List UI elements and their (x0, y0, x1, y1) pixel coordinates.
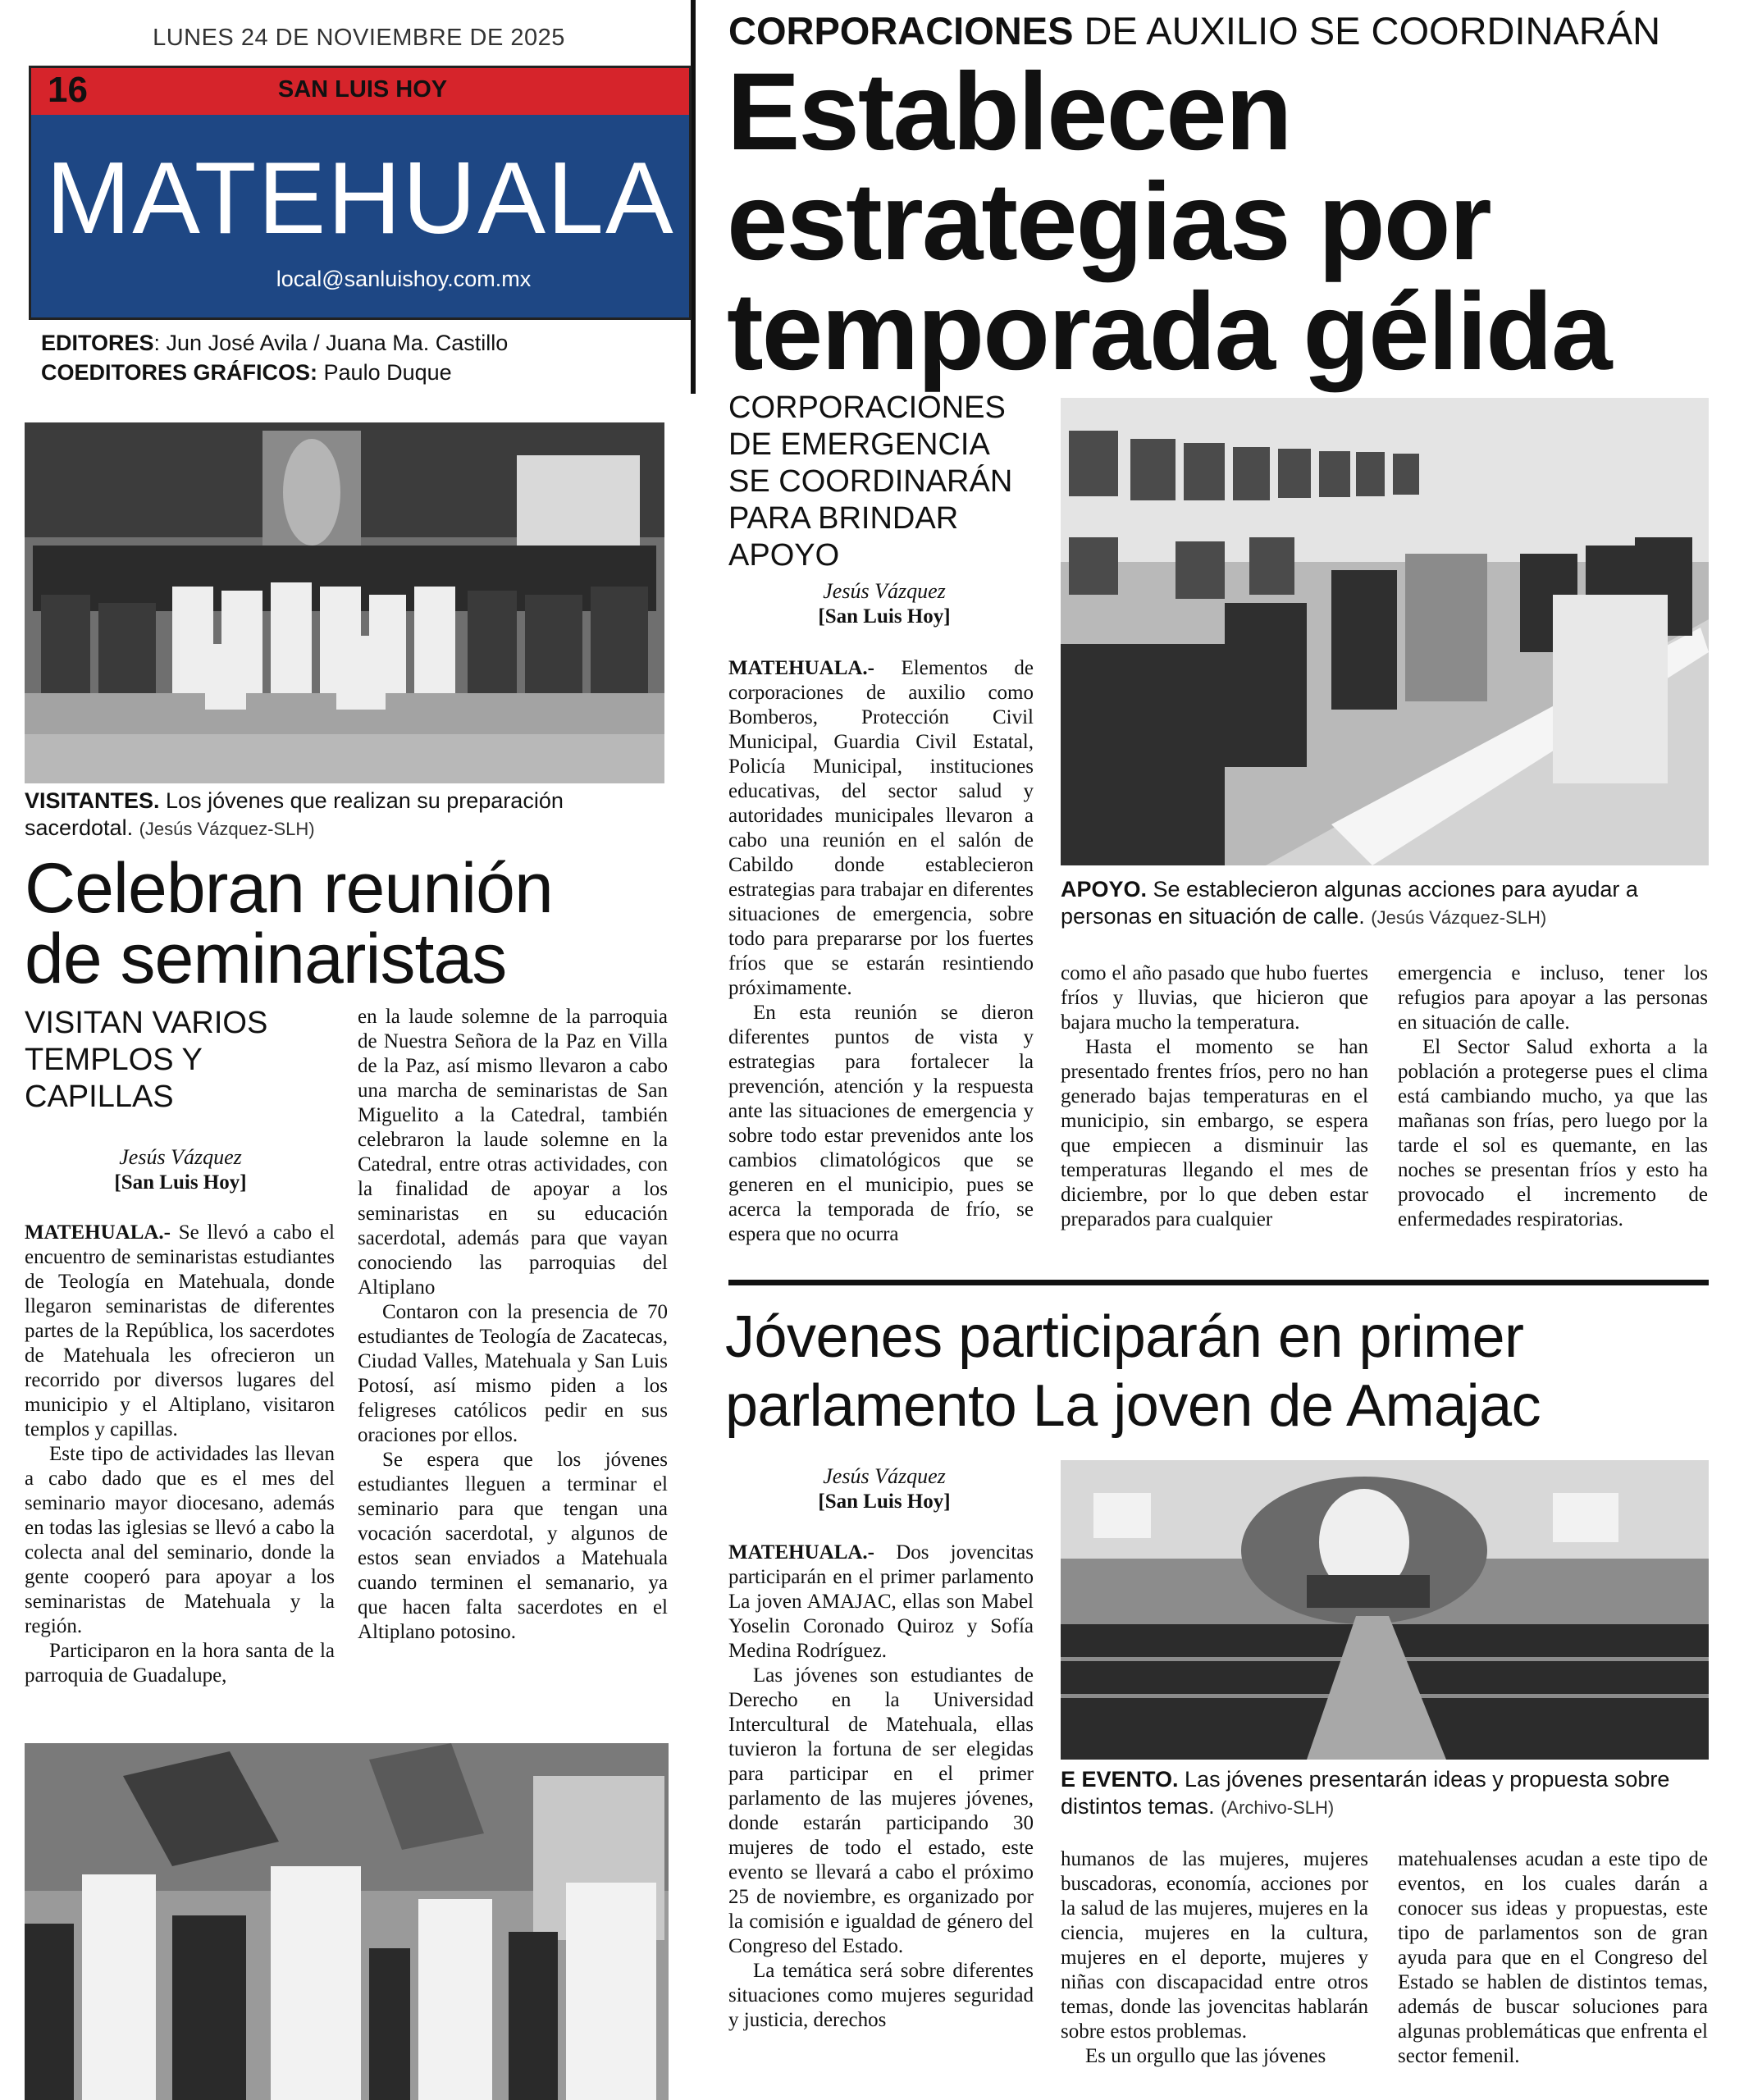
paragraph: Este tipo de actividades las llevan a cabo dado que es el mes del seminario mayor diocesano, además en todas las iglesias se llevó a cabo la colecta anal del seminario, donde la gente cooperó para apoyar a los seminaristas de Matehuala y la región. (25, 1443, 335, 1637)
paragraph: Es un orgullo que las jóvenes (1085, 2045, 1326, 2067)
headline-line: Jóvenes participarán en primer (725, 1304, 1524, 1370)
graphic-editors-line (41, 358, 508, 387)
byline-author: Jesús Vázquez (823, 1464, 946, 1488)
headline-line: de seminaristas (25, 920, 507, 998)
headline-line: estrategias por (727, 161, 1491, 283)
paragraph: El Sector Salud exhorta a la población a protegerse pues el clima está cambiando mucho, ya que las mañanas son frías, pero luego por la tarde el sol es quemante, en las noches se presentan fríos y esto ha provocado el incremento de enfermedades respiratorias. (1398, 1036, 1708, 1230)
cold-season-column-2 (1061, 961, 1368, 1232)
subhead-line: TEMPLOS Y (25, 1043, 203, 1077)
caption-credit: (Jesús Vázquez-SLH) (1371, 907, 1547, 928)
section-title: MATEHUALA (46, 142, 675, 255)
parliament-byline (728, 1463, 1040, 1514)
auditorium-photo (1061, 1460, 1709, 1760)
caption-lead: E EVENTO. (1061, 1767, 1179, 1792)
caption-credit: (Jesús Vázquez-SLH) (139, 819, 315, 839)
paragraph: Las jóvenes son estudiantes de Derecho en la Universidad Intercultural de Matehuala, ellas tuvieron la fortuna de ser elegidas para participar en el primer parlamento de las mujeres jóvenes, donde estarán participando 30 mujeres de todo el estado, este evento se llevará a cabo el próximo 25 de noviembre, es organizado por la comisión e igualdad de género del Congreso del Estado. (728, 1664, 1034, 1957)
subhead-line: CORPORACIONES (728, 390, 1006, 425)
paragraph: Participaron en la hora santa de la parroquia de Guadalupe, (25, 1640, 335, 1687)
section-header (25, 0, 693, 394)
seminarians-byline (25, 1144, 336, 1195)
section-block (29, 115, 692, 320)
byline-outlet: [San Luis Hoy] (818, 1491, 951, 1513)
cold-season-byline (728, 578, 1040, 629)
council-photo-caption (1061, 876, 1717, 931)
cold-season-subhead (728, 390, 1040, 574)
byline-outlet: [San Luis Hoy] (818, 605, 951, 628)
cold-season-column-3 (1398, 961, 1708, 1232)
dateline: MATEHUALA.- (728, 1541, 875, 1564)
editors-label: EDITORES (41, 331, 154, 355)
auditorium-photo-caption (1061, 1766, 1717, 1821)
kicker-text: DE AUXILIO SE COORDINARÁN (1073, 9, 1661, 52)
paragraph: Se espera que los jóvenes estudiantes lleguen a terminar el seminario para que tengan una vocación sacerdotal, y algunos de estos sean enviados a Matehuala cuando terminen el semanario, ya que hacen falta sacerdotes en el Altiplano potosino. (358, 1449, 668, 1643)
byline-outlet: [San Luis Hoy] (114, 1171, 247, 1194)
editors-line (41, 328, 508, 358)
paragraph: MATEHUALA.- Dos jovencitas participarán en el primer parlamento La joven AMAJAC, ellas son Mabel Yoselin Coronado Quiroz y Sofía Medina Rodríguez. (728, 1541, 1034, 1662)
subhead-line: SE COORDINARÁN (728, 464, 1013, 499)
dateline: MATEHUALA.- (25, 1221, 171, 1244)
caption-credit: (Archivo-SLH) (1221, 1797, 1335, 1818)
paragraph: como el año pasado que hubo fuertes fríos y lluvias, que hicieron que bajara mucho la temperatura. (1061, 962, 1368, 1034)
paragraph: humanos de las mujeres, mujeres buscadoras, economía, acciones por la salud de las mujeres, mujeres en la ciencia, mujeres en la cultura, mujeres en el deporte, mujeres y niñas con discapacidad entre otros temas, donde las jovencitas hablarán sobre estos problemas. (1061, 1848, 1368, 2043)
caption-text: Se establecieron algunas acciones para ayudar a personas en situación de calle. (1061, 877, 1638, 929)
graphic-editors-label: COEDITORES GRÁFICOS: (41, 360, 318, 385)
paragraph: En esta reunión se dieron diferentes puntos de vista y estrategias para fortalecer la prevención, atención y la respuesta ante las situaciones de emergencia y sobre todo estar prevenidos ante los cambios climatológicos que se generen en el municipio, pues se acerca la temporada de frío, se espera que no ocurra (728, 1002, 1034, 1245)
seminarians-column-1 (25, 1221, 335, 1688)
parliament-column-3 (1398, 1847, 1708, 2069)
subhead-line: CAPILLAS (25, 1080, 174, 1114)
subhead-line: PARA BRINDAR (728, 501, 959, 536)
byline-author: Jesús Vázquez (119, 1145, 242, 1169)
editor-credits (41, 328, 508, 387)
seminarians-subhead (25, 1005, 287, 1116)
headline-line: temporada gélida (727, 271, 1611, 393)
subhead-line: VISITAN VARIOS (25, 1006, 268, 1040)
section-email: local@sanluishoy.com.mx (276, 267, 532, 291)
headline-line: parlamento La joven de Amajac (725, 1373, 1541, 1439)
cold-season-headline (727, 51, 1744, 393)
cold-season-kicker (728, 8, 1746, 54)
column-divider (693, 394, 696, 664)
page-banner (29, 66, 692, 115)
column-divider (693, 0, 696, 394)
paragraph: MATEHUALA.- Elementos de corporaciones de auxilio como Bomberos, Protección Civil Municipal, Guardia Civil Estatal, Policía Municipal, instituciones educativas, del sector salud y autoridades municipales llevaron a cabo una reunión en el salón de Cabildo donde establecieron estrategias para trabajar en diferentes situaciones de emergencia, sobre todo para prepararse por los fuertes fríos que se estarán resintiendo próximamente. (728, 657, 1034, 999)
headline-line: Establecen (727, 51, 1291, 173)
seminarians-headline (25, 849, 673, 998)
dateline: MATEHUALA.- (728, 657, 875, 679)
subhead-line: DE EMERGENCIA (728, 427, 990, 462)
seminarians-photo-caption (25, 788, 664, 842)
caption-text: Las jóvenes presentarán ideas y propuesta sobre distintos temas. (1061, 1767, 1670, 1819)
paper-name: SAN LUIS HOY (277, 76, 448, 103)
paragraph: Contaron con la presencia de 70 estudiantes de Teología de Zacatecas, Ciudad Valles, Matehuala y San Luis Potosí, así mismo piden a los feligreses católicos pedir en sus oraciones por ellos. (358, 1301, 668, 1446)
caption-lead: APOYO. (1061, 877, 1148, 902)
kicker-bold: CORPORACIONES (728, 9, 1074, 52)
seminarians-group-photo (25, 422, 664, 783)
paragraph: matehualenses acudan a este tipo de eventos, en los cuales darán a conocer sus ideas y propuestas, este tipo de parlamentos son de gran ayuda para que en el Congreso del Estado se hablen de distintos temas, además de buscar soluciones para algunas problemáticas que enfrenta el sector femenil. (1398, 1848, 1708, 2067)
editors-names: : Jun José Avila / Juana Ma. Castillo (153, 331, 509, 355)
parliament-column-1 (728, 1541, 1034, 2033)
council-meeting-photo (1061, 398, 1709, 865)
page-number: 16 (48, 70, 88, 110)
subhead-line: APOYO (728, 538, 840, 573)
graphic-editors-names: Paulo Duque (317, 360, 452, 385)
paragraph: emergencia e incluso, tener los refugios para apoyar a las personas en situación de calle. (1398, 962, 1708, 1034)
byline-author: Jesús Vázquez (823, 579, 946, 603)
procession-photo (25, 1743, 669, 2100)
headline-line: Celebran reunión (25, 849, 553, 928)
parliament-headline (725, 1303, 1742, 1440)
parliament-column-2 (1061, 1847, 1368, 2069)
publication-date: LUNES 24 DE NOVIEMBRE DE 2025 (153, 25, 565, 51)
article-separator (728, 1280, 1709, 1285)
paragraph: en la laude solemne de la parroquia de Nuestra Señora de la Paz en Villa de la Paz, así mismo llevaron a cabo una marcha de seminaristas de San Miguelito a la Catedral, también celebraron la laude solemne en la Catedral, entre otras actividades, con la finalidad de apoyar a los seminaristas en su educación sacerdotal, además para que vayan conociendo las parroquias del Altiplano (358, 1006, 668, 1299)
paragraph: Hasta el momento se han presentado frentes fríos, pero no han generado bajas temperaturas en el municipio, sin embargo, se espera que empiecen a disminuir las temperaturas llegando el mes de diciembre, por lo que deben estar preparados para cualquier (1061, 1036, 1368, 1230)
paragraph: La temática será sobre diferentes situaciones como mujeres seguridad y justicia, derechos (728, 1960, 1034, 2031)
cold-season-column-1 (728, 656, 1034, 1247)
caption-text: Los jóvenes que realizan su preparación sacerdotal. (25, 788, 564, 840)
seminarians-column-2 (358, 1005, 668, 1645)
caption-lead: VISITANTES. (25, 788, 160, 813)
paragraph: MATEHUALA.- Se llevó a cabo el encuentro de seminaristas estudiantes de Teología en Matehuala, donde llegaron seminaristas de diferentes partes de la República, los sacerdotes de Matehuala les ofrecieron un recorrido por diversos lugares del municipio y el Altiplano, visitaron templos y capillas. (25, 1221, 335, 1440)
